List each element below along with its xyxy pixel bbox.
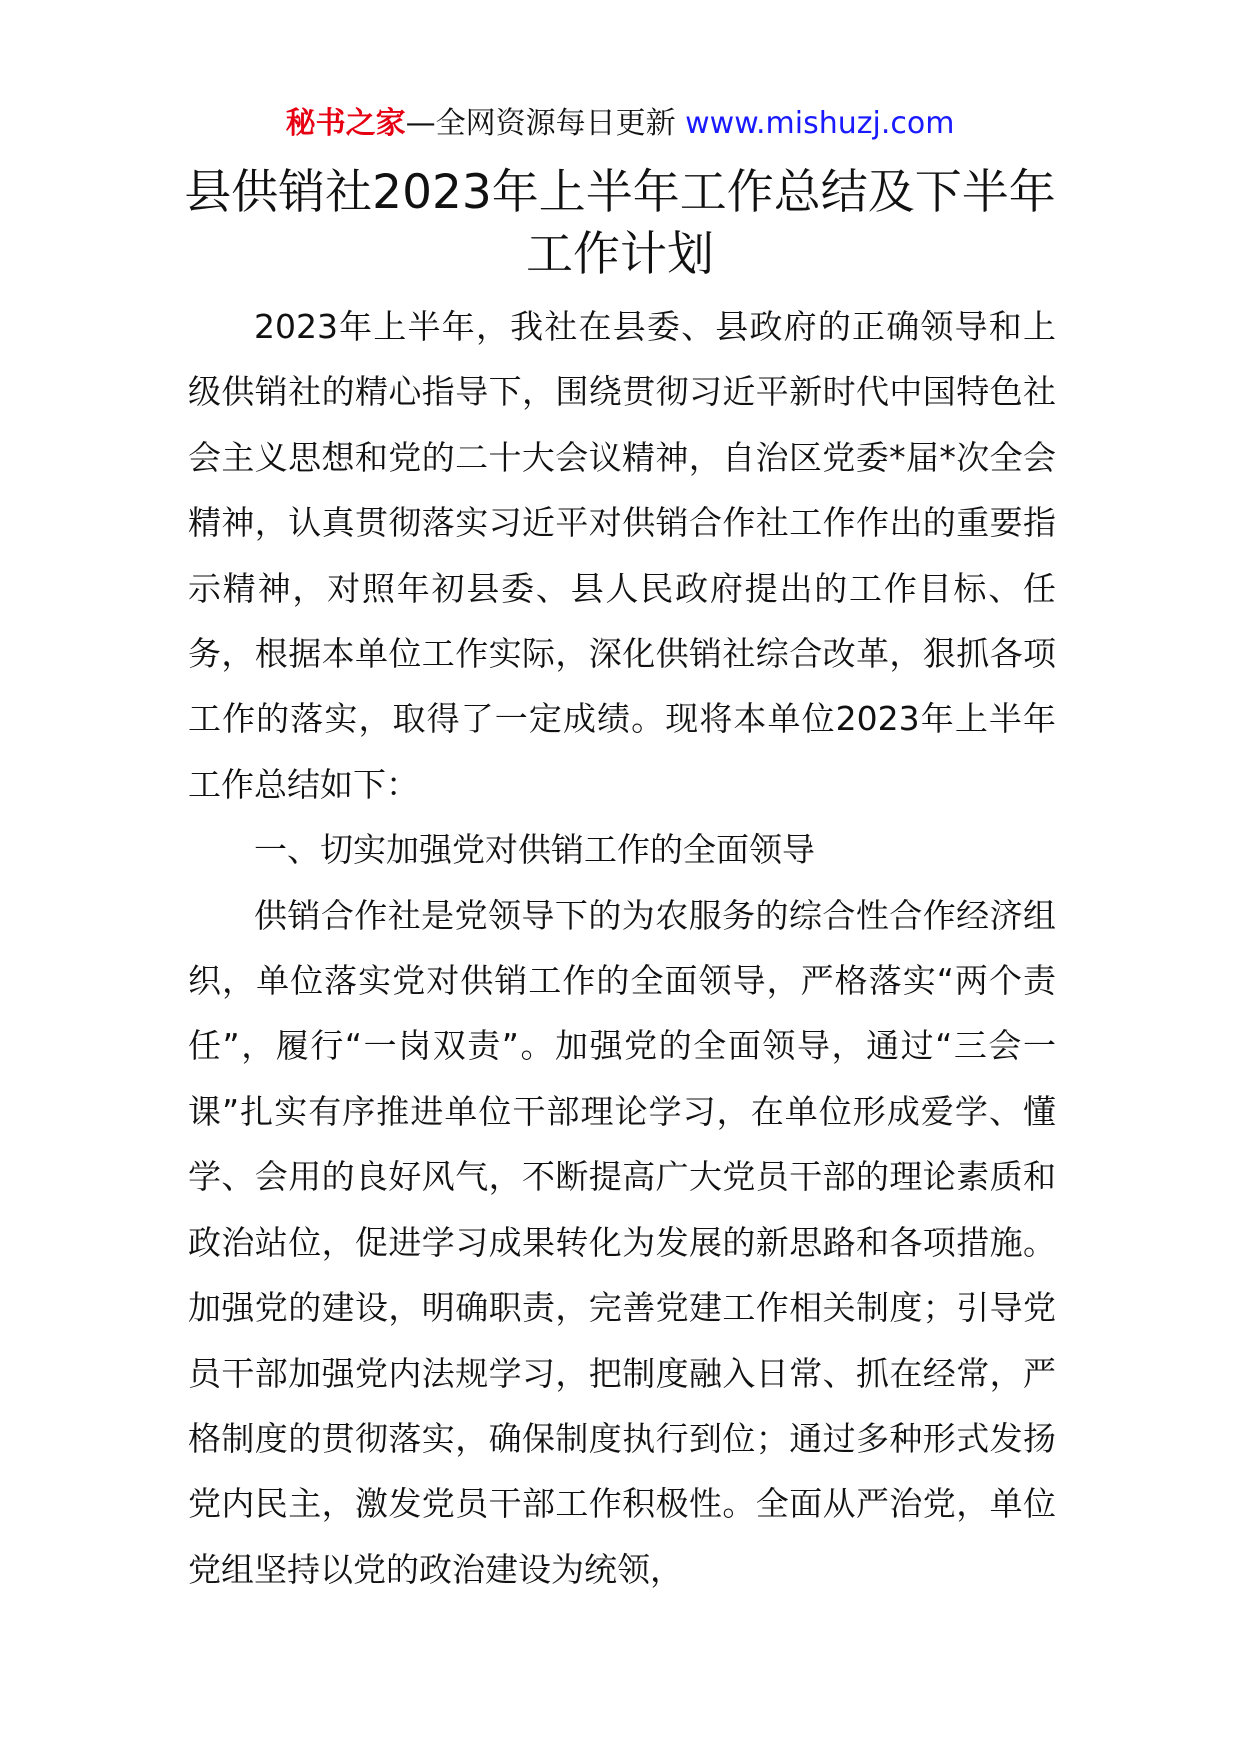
document-title: 县供销社2023年上半年工作总结及下半年工作计划 (184, 165, 1056, 282)
site-header (0, 100, 1240, 148)
paragraph-intro: 2023年上半年，我社在县委、县政府的正确领导和上级供销社的精心指导下，围绕贯彻习近平新时代中国特色社会主义思想和党的二十大会议精神，自治区党委*届*次全会精神，认真贯彻落实习近平对供销合作社工作作出的重要指示精神，对照年初县委、县人民政府提出的工作目标、任务，根据本单位工作实际，深化供销社综合改革，狠抓各项工作的落实，取得了一定成绩。现将本单位2023年上半年工作总结如下： (188, 307, 1056, 804)
brand-name: 秘书之家 (285, 106, 406, 141)
document-body (188, 294, 1056, 1602)
site-url-link[interactable]: www.mishuzj.com (685, 106, 955, 141)
paragraph-section-1: 供销合作社是党领导下的为农服务的综合性合作经济组织，单位落实党对供销工作的全面领导，严格落实“两个责任”，履行“一岗双责”。加强党的全面领导，通过“三会一课”扎实有序推进单位干部理论学习，在单位形成爱学、懂学、会用的良好风气，不断提高广大党员干部的理论素质和政治站位，促进学习成果转化为发展的新思路和各项措施。加强党的建设，明确职责，完善党建工作相关制度；引导党员干部加强党内法规学习，把制度融入日常、抓在经常，严格制度的贯彻落实，确保制度执行到位；通过多种形式发扬党内民主，激发党员干部工作积极性。全面从严治党，单位党组坚持以党的政治建设为统领， (188, 895, 1056, 1589)
header-tagline: —全网资源每日更新 (405, 106, 686, 141)
section-heading-1: 一、切实加强党对供销工作的全面领导 (254, 830, 815, 870)
